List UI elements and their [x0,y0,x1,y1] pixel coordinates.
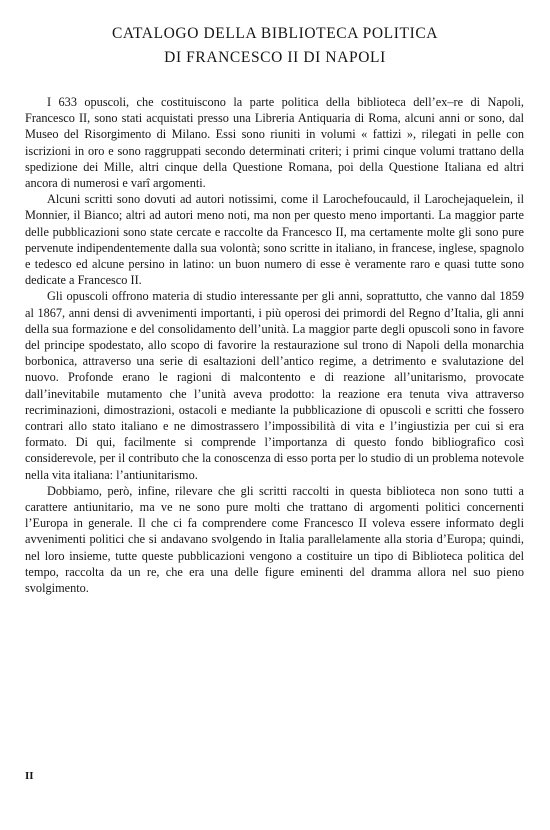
title-line-1: CATALOGO DELLA BIBLIOTECA POLITICA [111,25,439,42]
page-number: II [25,770,34,782]
paragraph-2: Alcuni scritti sono dovuti ad autori notissimi, come il Larochefoucauld, il Larochejaquelein, il Monnier, il Bianco; altri ad autori meno noti, ma non per questo meno importanti. La maggior parte delle pubblicazioni sono state cercate e raccolte da Francesco II, ma certamente molte gli sono pure pervenute indipendentemente dalla sua volontà; sono scritte in italiano, in francese, inglese, spagnolo e tedesco ed alcune persino in latino: un buon numero di esse è veramente raro e quasi tutte sono dedicate a Francesco II. [25,192,524,288]
paragraph-1: I 633 opuscoli, che costituiscono la parte politica della biblioteca dell’ex–re di Napoli, Francesco II, sono stati acquistati presso una Libreria Antiquaria di Roma, alcuni anni or sono, dal Museo del Risorgimento di Milano. Essi sono riuniti in volumi « fattizi », rilegati in pelle con iscrizioni in oro e sono raggruppati secondo determinati criteri; i primi cinque volumi trattano della spedizione dei Mille, altri cinque della Questione Romana, poi della Questione Italiana ed altri ancora di numerosi e varî argomenti. [25,95,524,191]
paragraph-3: Gli opuscoli offrono materia di studio interessante per gli anni, soprattutto, che vanno dal 1859 al 1867, anni densi di avvenimenti importanti, i più operosi dei primordi del Regno d’Italia, gli anni della sua formazione e del consolidamento dell’unità. La maggior parte degli opuscoli sono in favore del principe spodestato, allo scopo di favorire la restaurazione sul trono di Napoli della monarchia borbonica, attraverso una serie di esaltazioni dell’antico regime, a detrimento e svalutazione del nuovo. Profonde erano le ragioni di malcontento e di reazione all’unitarismo, provocate dall’inevitabile mutamento che l’unità aveva prodotto: la reazione era tenuta viva attraverso recriminazioni, dimostrazioni, ostacoli e mediante la pubblicazione di opuscoli e scritti che fossero contrari allo stato italiano e ne dimostrassero l’impossibilità di vita e l’ingiustizia per cui si era formato. Di qui, facilmente si comprende l’importanza di questo fondo bibliografico così considerevole, per il contributo che la conoscenza di esso porta per lo studio di un problema notevole nella vita italiana: l’antiunitarismo. [25,289,524,482]
page-title [0,22,550,70]
body-text [25,94,524,596]
title-line-2: DI FRANCESCO II DI NAPOLI [164,49,386,66]
paragraph-4: Dobbiamo, però, infine, rilevare che gli scritti raccolti in questa biblioteca non sono tutti a carattere antiunitario, ma ve ne sono pure molti che trattano di argomenti politici concernenti l’Europa in generale. Il che ci fa comprendere come Francesco II voleva essere informato degli avvenimenti politici che si andavano svolgendo in Italia parallelamente alla storia d’Europa; quindi, nel loro insieme, tutte queste pubblicazioni vengono a costituire un tipo di Biblioteca politica del tempo, raccolta da un re, che era una delle figure eminenti del dramma allora nel suo pieno svolgimento. [25,483,524,596]
